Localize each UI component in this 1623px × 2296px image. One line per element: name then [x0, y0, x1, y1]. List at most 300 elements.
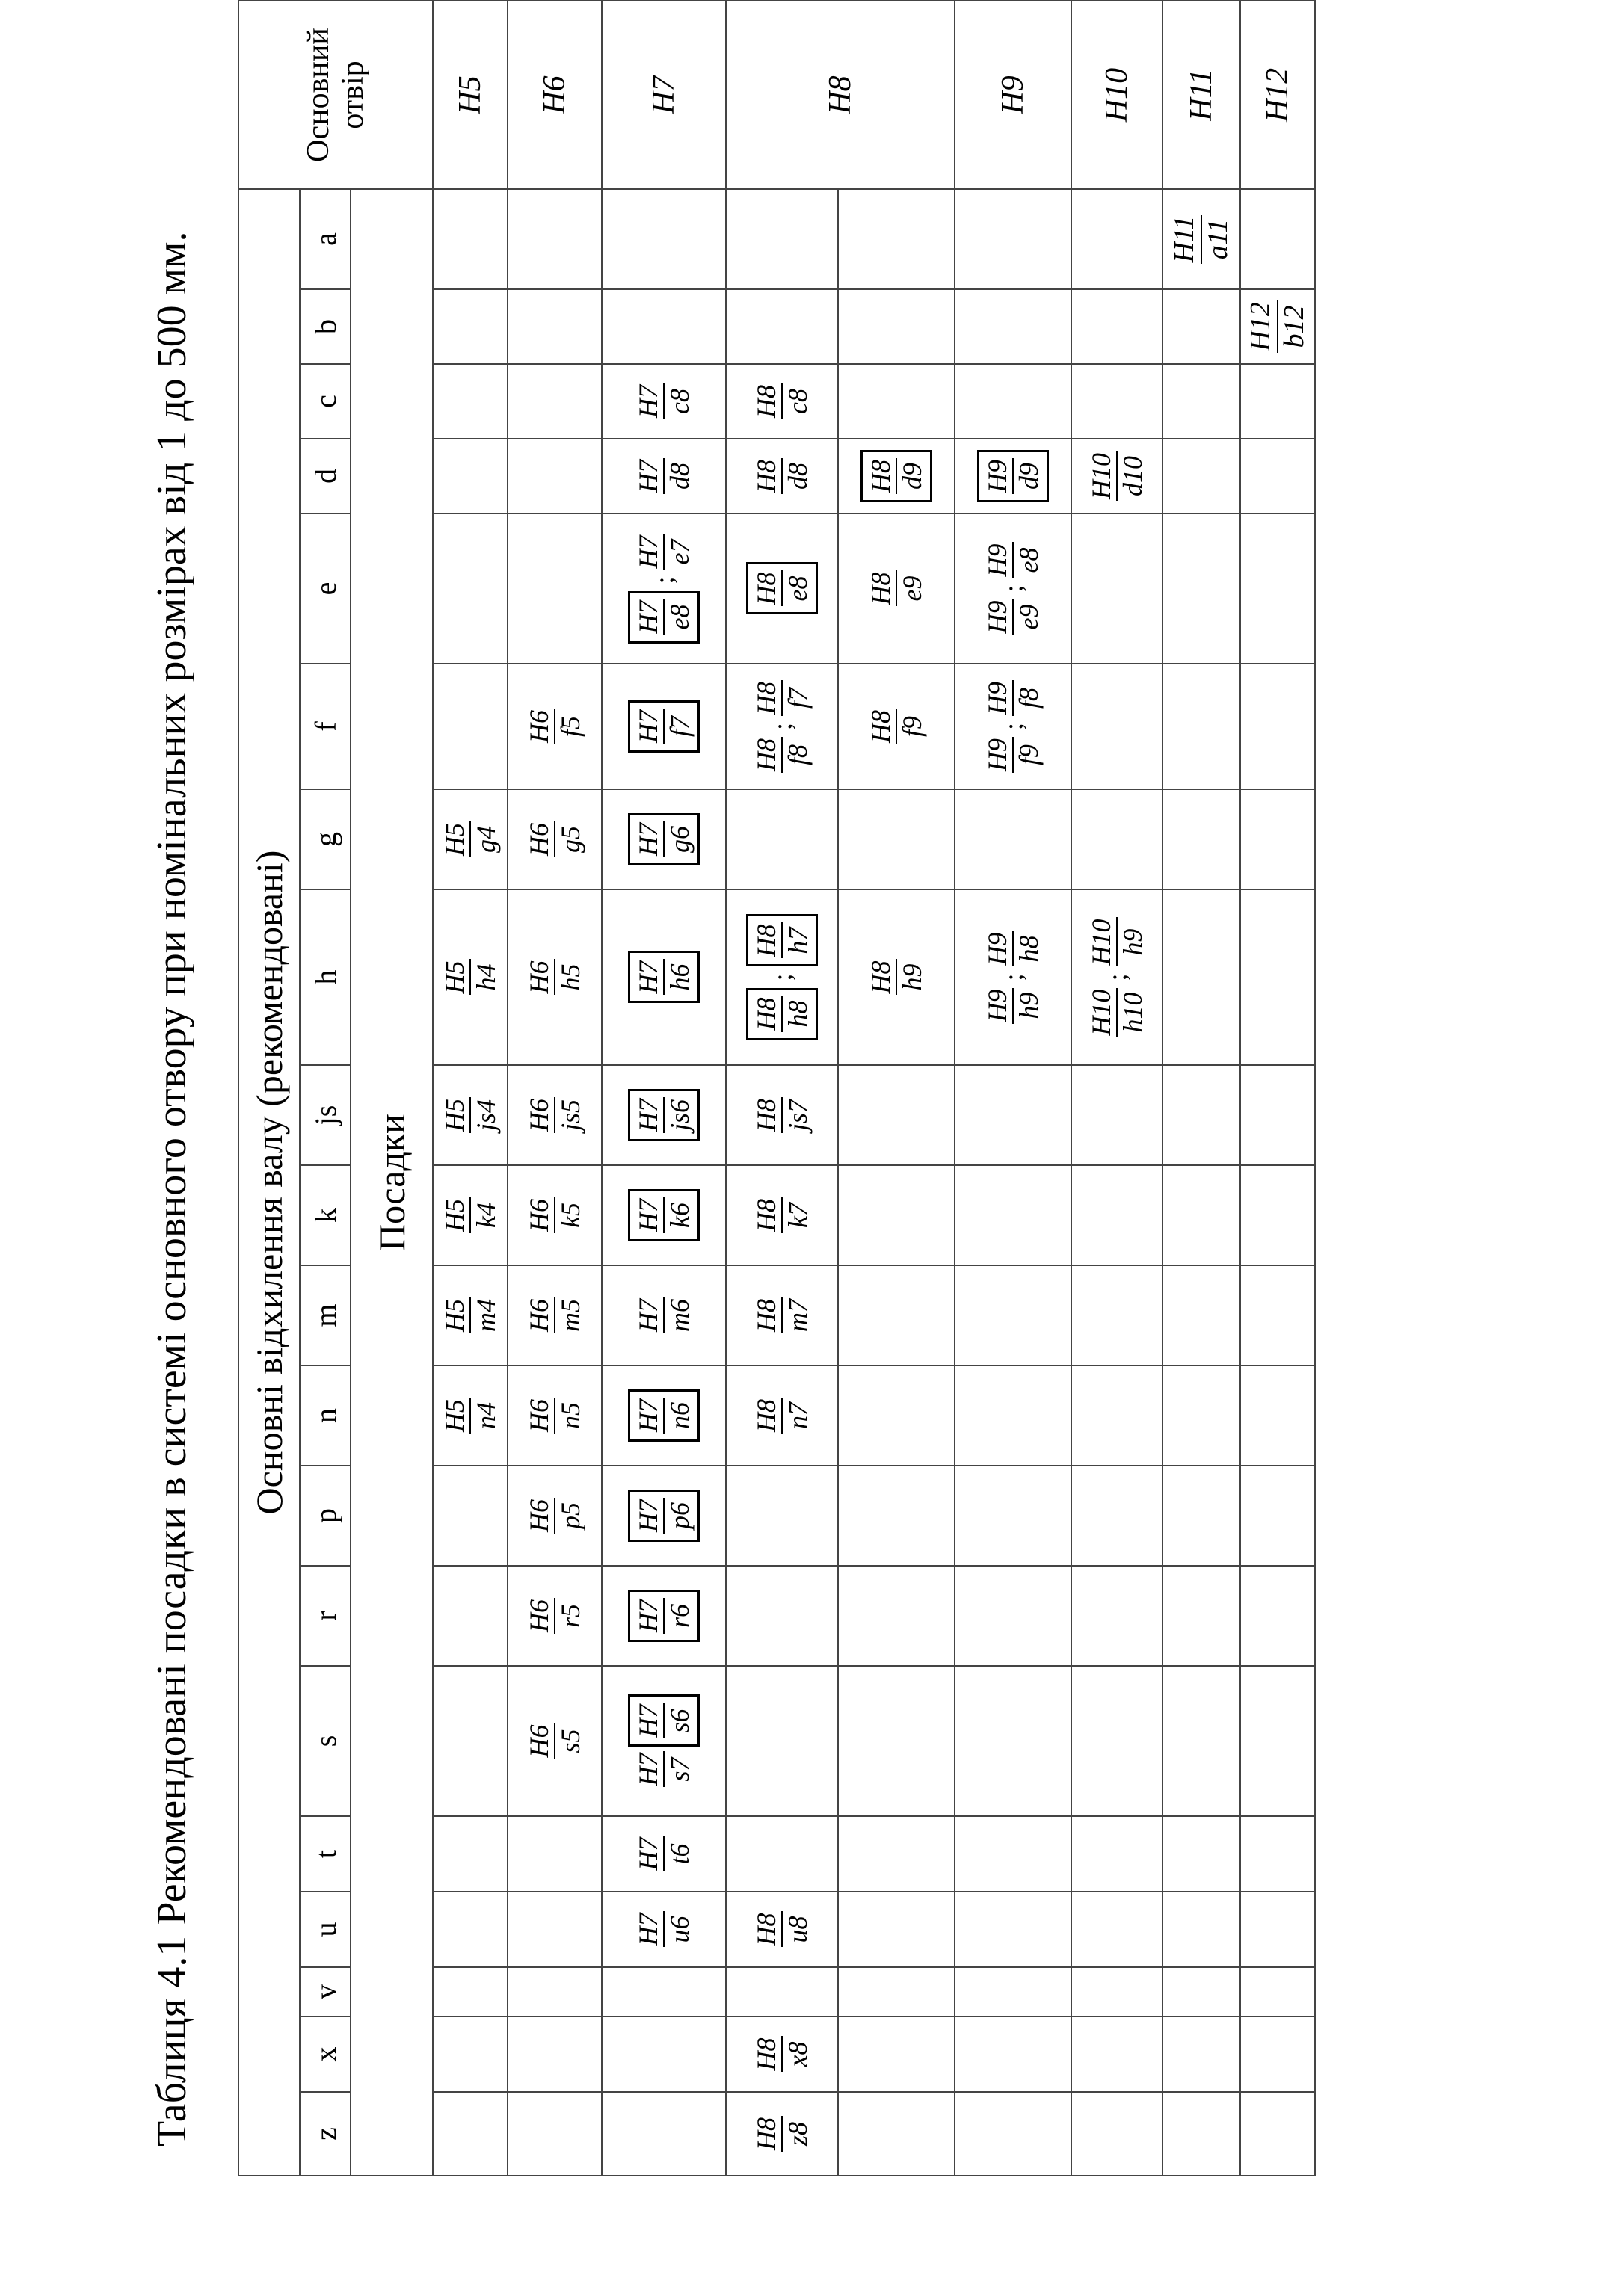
cell-x — [508, 2016, 602, 2092]
cell-b — [1240, 289, 1315, 364]
fit-fraction: H6 m5 — [523, 1299, 585, 1332]
cell-k — [602, 1165, 726, 1265]
cell-js — [1162, 1065, 1240, 1165]
cell-h — [602, 889, 726, 1065]
letter-u: u — [300, 1892, 351, 1967]
cell-h — [1071, 889, 1162, 1065]
fit-fraction: H10 d10 — [1085, 453, 1148, 499]
separator: ; — [998, 723, 1028, 731]
cell-e — [726, 513, 838, 664]
cell-h — [433, 889, 508, 1065]
cell-e — [433, 513, 508, 664]
cell-z — [433, 2092, 508, 2176]
cell-f — [602, 664, 726, 789]
fit-fraction: H5 k4 — [439, 1199, 501, 1232]
cell-p — [838, 1466, 955, 1566]
cell-c — [1240, 364, 1315, 439]
cell-z — [508, 2092, 602, 2176]
cell-p — [508, 1466, 602, 1566]
cell-v — [1240, 1967, 1315, 2016]
fit-fraction: H8 f9 — [865, 710, 927, 743]
cell-p — [602, 1466, 726, 1566]
cell-v — [1162, 1967, 1240, 2016]
cell-js — [838, 1065, 955, 1165]
cell-s — [1240, 1666, 1315, 1816]
fit-fraction: H8 m7 — [751, 1299, 813, 1332]
cell-s — [602, 1666, 726, 1816]
hole-label: H8 — [726, 1, 955, 189]
fit-fraction: H6 k5 — [523, 1199, 585, 1232]
cell-h — [1162, 889, 1240, 1065]
letter-r: r — [300, 1566, 351, 1666]
cell-f — [1240, 664, 1315, 789]
cell-b — [602, 289, 726, 364]
fit-fraction: H7 h6 — [632, 960, 695, 994]
hole-header — [238, 1, 433, 189]
cell-x — [726, 2016, 838, 2092]
cell-t — [602, 1816, 726, 1892]
fit-fraction: H8 d8 — [751, 460, 813, 493]
cell-p — [955, 1466, 1071, 1566]
letter-x: x — [300, 2016, 351, 2092]
fit-fraction: H7 e8 — [632, 600, 695, 634]
cell-m — [1240, 1265, 1315, 1365]
cell-v — [726, 1967, 838, 2016]
cell-f — [1162, 664, 1240, 789]
letter-g: g — [300, 789, 351, 889]
fit-fraction: H7 f7 — [632, 710, 695, 743]
cell-m — [726, 1265, 838, 1365]
cell-v — [602, 1967, 726, 2016]
shaft-group-header: Основні відхилення валу (рекомендовані) — [238, 189, 300, 2176]
table-row-h10 — [1071, 1, 1162, 2176]
cell-v — [955, 1967, 1071, 2016]
cell-t — [1071, 1816, 1162, 1892]
cell-c — [955, 364, 1071, 439]
cell-m — [602, 1265, 726, 1365]
cell-a — [955, 189, 1071, 289]
cell-h — [955, 889, 1071, 1065]
cell-k — [1162, 1165, 1240, 1265]
fit-fraction: H6 g5 — [523, 823, 585, 856]
cell-c — [1071, 364, 1162, 439]
cell-c — [838, 364, 955, 439]
preferred-fit-box — [746, 988, 819, 1040]
fit-fraction: H9 f9 — [982, 738, 1044, 772]
cell-d — [602, 439, 726, 513]
letter-t: t — [300, 1816, 351, 1892]
letter-c: c — [300, 364, 351, 439]
separator: ; — [767, 973, 797, 981]
cell-g — [726, 789, 838, 889]
letter-z: z — [300, 2092, 351, 2176]
cell-s — [838, 1666, 955, 1816]
cell-a — [726, 189, 838, 289]
cell-n — [955, 1365, 1071, 1466]
cell-e — [602, 513, 726, 664]
fit-fraction: H8 js7 — [751, 1099, 813, 1132]
cell-x — [838, 2016, 955, 2092]
cell-js — [1071, 1065, 1162, 1165]
cell-z — [602, 2092, 726, 2176]
preferred-fit-box — [977, 450, 1050, 502]
cell-g — [508, 789, 602, 889]
cell-m — [1162, 1265, 1240, 1365]
cell-z — [1240, 2092, 1315, 2176]
table-row-h6 — [508, 1, 602, 2176]
cell-s — [955, 1666, 1071, 1816]
table-row-h9 — [955, 1, 1071, 2176]
cell-k — [955, 1165, 1071, 1265]
cell-t — [838, 1816, 955, 1892]
fit-fraction: H8 h8 — [751, 997, 813, 1031]
cell-r — [508, 1566, 602, 1666]
fit-fraction: H8 u8 — [751, 1913, 813, 1946]
letter-n: n — [300, 1365, 351, 1466]
cell-r — [602, 1566, 726, 1666]
fit-fraction: H6 js5 — [523, 1099, 585, 1132]
cell-a — [602, 189, 726, 289]
separator: ; — [767, 723, 797, 731]
cell-k — [433, 1165, 508, 1265]
fit-fraction: H12 b12 — [1245, 302, 1310, 351]
fit-fraction: H5 g4 — [439, 823, 501, 856]
cell-u — [1071, 1892, 1162, 1967]
fit-fraction: H10 h10 — [1085, 989, 1148, 1036]
table-row-h5 — [433, 1, 508, 2176]
preferred-fit-box — [628, 1590, 700, 1642]
fit-fraction: H6 f5 — [523, 710, 585, 743]
fit-fraction: H7 c8 — [632, 385, 695, 418]
cell-p — [1071, 1466, 1162, 1566]
cell-z — [1071, 2092, 1162, 2176]
cell-e — [955, 513, 1071, 664]
cell-m — [1071, 1265, 1162, 1365]
letter-k: k — [300, 1165, 351, 1265]
cell-e — [838, 513, 955, 664]
header-row-fits — [351, 1, 433, 2176]
cell-x — [433, 2016, 508, 2092]
cell-n — [838, 1365, 955, 1466]
preferred-fit-box — [628, 813, 700, 865]
fit-fraction: H7 d8 — [632, 460, 695, 493]
cell-r — [1162, 1566, 1240, 1666]
cell-u — [602, 1892, 726, 1967]
fit-fraction: H7 r6 — [632, 1599, 695, 1632]
hole-label: H10 — [1071, 1, 1162, 189]
cell-m — [838, 1265, 955, 1365]
cell-u — [955, 1892, 1071, 1967]
preferred-fit-box — [628, 1695, 700, 1747]
fit-fraction: H8 e8 — [751, 572, 813, 605]
cell-r — [955, 1566, 1071, 1666]
cell-x — [1162, 2016, 1240, 2092]
cell-k — [1240, 1165, 1315, 1265]
separator: ; — [649, 576, 679, 584]
cell-b — [726, 289, 838, 364]
cell-x — [955, 2016, 1071, 2092]
cell-t — [433, 1816, 508, 1892]
cell-v — [433, 1967, 508, 2016]
cell-a — [433, 189, 508, 289]
cell-e — [1071, 513, 1162, 664]
cell-m — [955, 1265, 1071, 1365]
cell-s — [726, 1666, 838, 1816]
fit-fraction: H5 js4 — [439, 1099, 501, 1132]
fit-fraction: H6 p5 — [523, 1499, 585, 1532]
fit-fraction: H6 s5 — [523, 1724, 585, 1758]
cell-m — [433, 1265, 508, 1365]
cell-js — [508, 1065, 602, 1165]
cell-e — [508, 513, 602, 664]
hole-label: H9 — [955, 1, 1071, 189]
cell-f — [433, 664, 508, 789]
cell-s — [508, 1666, 602, 1816]
fit-fraction: H7 g6 — [632, 823, 695, 856]
fit-fraction: H7 n6 — [632, 1399, 695, 1432]
cell-x — [602, 2016, 726, 2092]
header-row-group — [238, 1, 300, 2176]
letter-b: b — [300, 289, 351, 364]
cell-n — [433, 1365, 508, 1466]
fit-fraction: H9 d9 — [982, 460, 1044, 493]
letter-m: m — [300, 1265, 351, 1365]
fit-fraction: H8 f7 — [751, 682, 813, 715]
letter-v: v — [300, 1967, 351, 2016]
cell-v — [1071, 1967, 1162, 2016]
cell-b — [433, 289, 508, 364]
fit-fraction: H8 h9 — [865, 960, 927, 994]
cell-x — [1071, 2016, 1162, 2092]
letter-f: f — [300, 664, 351, 789]
cell-g — [433, 789, 508, 889]
letter-d: d — [300, 439, 351, 513]
fit-fraction: H8 h7 — [751, 924, 813, 957]
table-row-h12 — [1240, 1, 1315, 2176]
letter-e: e — [300, 513, 351, 664]
table-row-h11 — [1162, 1, 1240, 2176]
cell-r — [1071, 1566, 1162, 1666]
fits-label: Посадки — [351, 189, 433, 2176]
fit-fraction: H6 r5 — [523, 1599, 585, 1632]
cell-u — [838, 1892, 955, 1967]
fits-table — [238, 0, 1316, 2176]
fit-fraction: H7 e7 — [632, 535, 695, 569]
cell-r — [726, 1566, 838, 1666]
hole-header-text: Основний отвір — [301, 28, 370, 162]
fit-fraction: H8 x8 — [751, 2037, 813, 2071]
letter-h: h — [300, 889, 351, 1065]
separator: ; — [1102, 973, 1132, 981]
cell-h — [838, 889, 955, 1065]
separator: ; — [998, 584, 1028, 593]
cell-u — [433, 1892, 508, 1967]
cell-t — [1240, 1816, 1315, 1892]
cell-d — [726, 439, 838, 513]
cell-p — [1162, 1466, 1240, 1566]
cell-s — [1162, 1666, 1240, 1816]
cell-c — [433, 364, 508, 439]
fit-fraction: H5 m4 — [439, 1299, 501, 1332]
cell-d — [1071, 439, 1162, 513]
cell-js — [726, 1065, 838, 1165]
cell-z — [1162, 2092, 1240, 2176]
preferred-fit-box — [628, 1089, 700, 1141]
fit-fraction: H9 h8 — [982, 932, 1044, 966]
cell-n — [1162, 1365, 1240, 1466]
cell-f — [726, 664, 838, 789]
cell-n — [1240, 1365, 1315, 1466]
fit-fraction: H10 h9 — [1085, 919, 1148, 966]
cell-t — [726, 1816, 838, 1892]
fit-fraction: H7 u6 — [632, 1913, 695, 1946]
header-row-letters — [300, 1, 351, 2176]
table-row-h8-a — [726, 1, 838, 2176]
cell-e — [1240, 513, 1315, 664]
cell-x — [1240, 2016, 1315, 2092]
fit-fraction: H6 n5 — [523, 1399, 585, 1432]
cell-b — [838, 289, 955, 364]
cell-p — [1240, 1466, 1315, 1566]
cell-u — [508, 1892, 602, 1967]
table-row-h8-b — [838, 1, 955, 2176]
fit-fraction: H8 f8 — [751, 738, 813, 772]
cell-g — [955, 789, 1071, 889]
hole-label: H7 — [602, 1, 726, 189]
cell-z — [838, 2092, 955, 2176]
cell-u — [1240, 1892, 1315, 1967]
cell-c — [508, 364, 602, 439]
cell-a — [838, 189, 955, 289]
fit-fraction: H7 p6 — [632, 1499, 695, 1532]
cell-f — [508, 664, 602, 789]
fit-fraction: H9 e8 — [982, 543, 1044, 577]
cell-b — [955, 289, 1071, 364]
cell-g — [1162, 789, 1240, 889]
hole-label: H6 — [508, 1, 602, 189]
cell-k — [726, 1165, 838, 1265]
cell-e — [1162, 513, 1240, 664]
fit-fraction: H9 e9 — [982, 600, 1044, 634]
hole-label: H5 — [433, 1, 508, 189]
fit-fraction: H7 k6 — [632, 1199, 695, 1232]
cell-r — [433, 1566, 508, 1666]
cell-n — [726, 1365, 838, 1466]
cell-h — [726, 889, 838, 1065]
hole-label: H12 — [1240, 1, 1315, 189]
fit-fraction: H9 f8 — [982, 682, 1044, 715]
hole-label: H11 — [1162, 1, 1240, 189]
preferred-fit-box — [746, 563, 819, 615]
cell-f — [838, 664, 955, 789]
preferred-fit-box — [628, 951, 700, 1004]
fit-fraction: H7 s7 — [632, 1753, 695, 1786]
cell-js — [1240, 1065, 1315, 1165]
letter-p: p — [300, 1466, 351, 1566]
cell-k — [508, 1165, 602, 1265]
cell-k — [838, 1165, 955, 1265]
cell-n — [508, 1365, 602, 1466]
cell-v — [508, 1967, 602, 2016]
cell-a — [1240, 189, 1315, 289]
cell-a — [1071, 189, 1162, 289]
fit-fraction: H5 h4 — [439, 960, 501, 994]
letter-js: js — [300, 1065, 351, 1165]
cell-a — [1162, 189, 1240, 289]
cell-c — [1162, 364, 1240, 439]
fit-fraction: H7 s6 — [632, 1704, 695, 1738]
preferred-fit-box — [628, 1189, 700, 1241]
fit-fraction: H7 t6 — [632, 1837, 695, 1871]
table-caption: Таблиця 4.1 Рекомендовані посадки в системі основного отвору при номінальних розмірах від 1 до 500 мм. — [149, 231, 195, 2147]
cell-u — [1162, 1892, 1240, 1967]
cell-g — [1071, 789, 1162, 889]
preferred-fit-box — [628, 1389, 700, 1442]
letter-s: s — [300, 1666, 351, 1816]
fit-fraction: H8 n7 — [751, 1399, 813, 1432]
cell-d — [508, 439, 602, 513]
cell-d — [838, 439, 955, 513]
cell-n — [602, 1365, 726, 1466]
fit-fraction: H7 m6 — [632, 1299, 695, 1332]
cell-b — [508, 289, 602, 364]
letter-a: a — [300, 189, 351, 289]
preferred-fit-box — [746, 915, 819, 967]
fit-fraction: H8 d9 — [865, 460, 927, 493]
cell-h — [508, 889, 602, 1065]
cell-b — [1162, 289, 1240, 364]
cell-t — [955, 1816, 1071, 1892]
fit-fraction: H5 n4 — [439, 1399, 501, 1432]
cell-h — [1240, 889, 1315, 1065]
cell-d — [955, 439, 1071, 513]
cell-c — [726, 364, 838, 439]
cell-z — [726, 2092, 838, 2176]
cell-c — [602, 364, 726, 439]
cell-s — [1071, 1666, 1162, 1816]
preferred-fit-box — [628, 700, 700, 753]
cell-u — [726, 1892, 838, 1967]
cell-t — [1162, 1816, 1240, 1892]
cell-v — [838, 1967, 955, 2016]
preferred-fit-box — [860, 450, 933, 502]
preferred-fit-box — [628, 1490, 700, 1542]
cell-js — [955, 1065, 1071, 1165]
cell-d — [1240, 439, 1315, 513]
cell-b — [1071, 289, 1162, 364]
fit-fraction: H9 h9 — [982, 989, 1044, 1022]
fit-fraction: H7 js6 — [632, 1099, 695, 1132]
cell-p — [433, 1466, 508, 1566]
cell-z — [955, 2092, 1071, 2176]
cell-s — [433, 1666, 508, 1816]
cell-g — [838, 789, 955, 889]
cell-r — [1240, 1566, 1315, 1666]
fit-fraction: H8 c8 — [751, 385, 813, 418]
cell-t — [508, 1816, 602, 1892]
cell-d — [1162, 439, 1240, 513]
table-row-h7 — [602, 1, 726, 2176]
cell-f — [1071, 664, 1162, 789]
cell-a — [508, 189, 602, 289]
cell-f — [955, 664, 1071, 789]
cell-js — [433, 1065, 508, 1165]
cell-n — [1071, 1365, 1162, 1466]
fit-fraction: H8 z8 — [751, 2117, 813, 2150]
cell-p — [726, 1466, 838, 1566]
cell-g — [602, 789, 726, 889]
cell-g — [1240, 789, 1315, 889]
